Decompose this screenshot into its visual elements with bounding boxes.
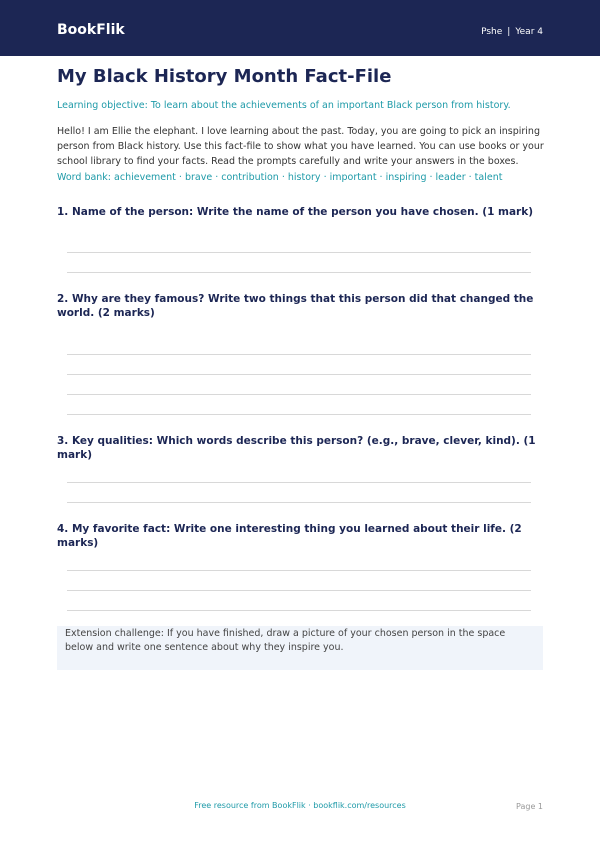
answer-line[interactable] [67,374,531,375]
subject-year [481,27,543,37]
extension-box[interactable] [57,626,543,670]
header-bar [0,0,600,56]
question-1: 1. Name of the person: Write the name of the person you have chosen. (1 mark) [57,206,534,218]
question-3: 3. Key qualities: Which words describe this person? (e.g., brave, clever, kind). (1 mark) [57,435,536,461]
answer-line[interactable] [67,414,531,415]
page-title: My Black History Month Fact-File [57,66,392,87]
learning-objective: Learning objective: To learn about the achievements of an important Black person from history. [57,100,511,111]
answer-line[interactable] [67,354,531,355]
intro-text: Hello! I am Ellie the elephant. I love learning about the past. Today, you are going to pick an inspiring person from Black history. Use this fact-file to show what you have learned. You can use books or your school library to find your facts. Read the prompts carefully and write your answers in the boxes. [57,126,544,167]
answer-line[interactable] [67,252,531,253]
question-4: 4. My favorite fact: Write one interesting thing you learned about their life. (2 marks) [57,523,522,549]
answer-line[interactable] [67,394,531,395]
brand-logo: BookFlik [57,22,125,38]
answer-line[interactable] [67,590,531,591]
answer-line[interactable] [67,482,531,483]
answer-line[interactable] [67,610,531,611]
answer-line[interactable] [67,272,531,273]
extension-text: Extension challenge: If you have finished, draw a picture of your chosen person in the space below and write one sentence about why they inspire you. [65,628,506,653]
page-number: Page 1 [516,802,543,811]
year-label: Year 4 [515,27,543,37]
footer-text: Free resource from BookFlik · bookflik.com/resources [194,801,406,810]
answer-line[interactable] [67,570,531,571]
subject-label: Pshe [481,27,503,37]
answer-line[interactable] [67,502,531,503]
question-2: 2. Why are they famous? Write two things that this person did that changed the world. (2 marks) [57,293,534,319]
word-bank: Word bank: achievement · brave · contribution · history · important · inspiring · leader · talent [57,172,503,183]
meta-separator: | [507,27,511,37]
